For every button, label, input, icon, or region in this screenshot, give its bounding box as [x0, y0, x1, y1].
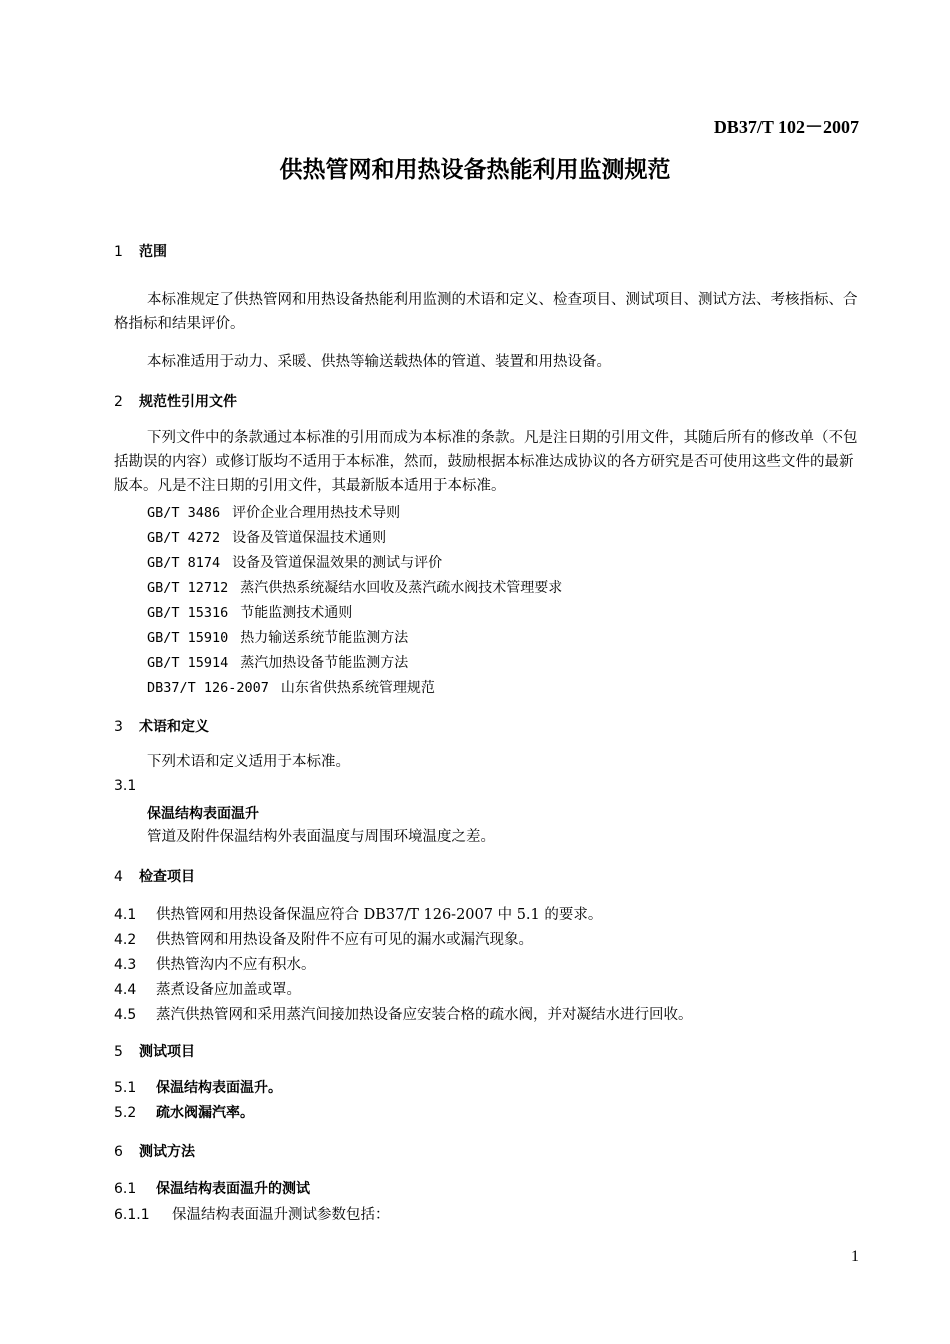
term-definition: 管道及附件保温结构外表面温度与周围环境温度之差。	[147, 829, 495, 845]
section-number: 2	[114, 394, 123, 410]
section-2-heading	[114, 391, 237, 411]
section-title: 测试项目	[139, 1044, 195, 1060]
check-item: 4.5 蒸汽供热管网和采用蒸汽间接加热设备应安装合格的疏水阀，并对凝结水进行回收。	[114, 1007, 693, 1023]
scope-paragraph-1: 本标准规定了供热管网和用热设备热能利用监测的术语和定义、检查项目、测试项目、测试方法、考核指标、合格指标和结果评价。	[114, 292, 858, 332]
normative-references-intro: 下列文件中的条款通过本标准的引用而成为本标准的条款。凡是注日期的引用文件，其随后所有的修改单（不包括勘误的内容）或修订版均不适用于本标准，然而，鼓励根据本标准达成协议的各方研究是否可使用这些文件的最新版本。凡是不注日期的引用文件，其最新版本适用于本标准。	[114, 430, 858, 494]
document-title: 供热管网和用热设备热能利用监测规范	[279, 157, 671, 183]
subsection-heading: 6.1 保温结构表面温升的测试	[114, 1181, 310, 1197]
section-5-heading	[114, 1041, 195, 1061]
reference-item: GB/T 3486 评价企业合理用热技术导则	[147, 505, 401, 521]
reference-item: GB/T 15316 节能监测技术通则	[147, 605, 353, 621]
section-number: 6	[114, 1144, 123, 1160]
test-item: 5.1 保温结构表面温升。	[114, 1080, 282, 1096]
section-number: 4	[114, 869, 123, 885]
section-3-heading	[114, 716, 209, 736]
subsubsection-item: 6.1.1 保温结构表面温升测试参数包括：	[114, 1207, 390, 1223]
reference-item: DB37/T 126-2007 山东省供热系统管理规范	[147, 680, 435, 696]
test-item: 5.2 疏水阀漏汽率。	[114, 1105, 254, 1121]
section-title: 规范性引用文件	[139, 394, 237, 410]
reference-item: GB/T 12712 蒸汽供热系统凝结水回收及蒸汽疏水阀技术管理要求	[147, 580, 563, 596]
section-title: 术语和定义	[139, 719, 209, 735]
reference-item: GB/T 4272 设备及管道保温技术通则	[147, 530, 387, 546]
section-number: 1	[114, 244, 123, 260]
page-number: 1	[851, 1248, 859, 1265]
check-item: 4.1 供热管网和用热设备保温应符合 DB37/T 126-2007 中 5.1 的要求。	[114, 907, 603, 923]
check-item: 4.3 供热管沟内不应有积水。	[114, 957, 316, 973]
standard-code: DB37/T 102－2007	[713, 117, 859, 137]
section-6-heading	[114, 1141, 195, 1161]
section-title: 测试方法	[139, 1144, 195, 1160]
term-number: 3.1	[114, 778, 137, 794]
check-item: 4.4 蒸煮设备应加盖或罩。	[114, 982, 301, 998]
reference-item: GB/T 8174 设备及管道保温效果的测试与评价	[147, 555, 443, 571]
reference-item: GB/T 15914 蒸汽加热设备节能监测方法	[147, 655, 409, 671]
section-number: 3	[114, 719, 123, 735]
scope-paragraph-2: 本标准适用于动力、采暖、供热等输送载热体的管道、装置和用热设备。	[147, 354, 611, 370]
section-title: 检查项目	[139, 869, 195, 885]
term-name: 保温结构表面温升	[147, 806, 259, 822]
section-4-heading	[114, 866, 195, 886]
check-item: 4.2 供热管网和用热设备及附件不应有可见的漏水或漏汽现象。	[114, 932, 533, 948]
reference-item: GB/T 15910 热力输送系统节能监测方法	[147, 630, 409, 646]
section-number: 5	[114, 1044, 123, 1060]
section-1-heading	[114, 241, 167, 261]
terms-intro: 下列术语和定义适用于本标准。	[147, 754, 350, 770]
section-title: 范围	[139, 244, 167, 260]
